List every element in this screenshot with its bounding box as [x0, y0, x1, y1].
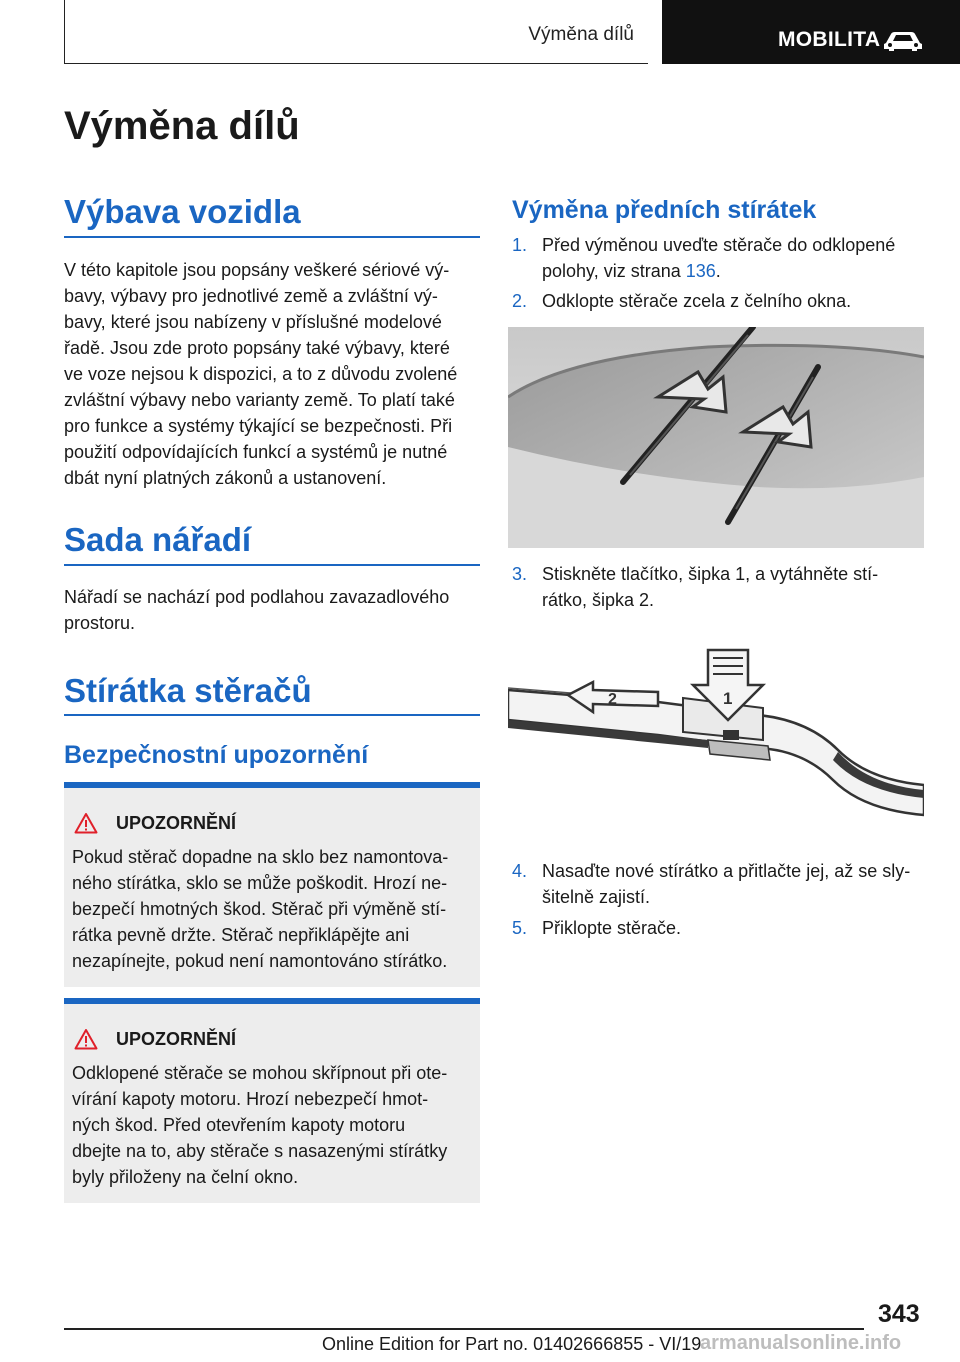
warning-header [74, 1028, 236, 1050]
arrow-1-label: 1 [723, 689, 733, 708]
step-number: 1. [512, 235, 528, 255]
step-item [512, 561, 928, 613]
step-text-cont [542, 258, 928, 284]
step-number: 2. [512, 291, 528, 311]
warning-box [64, 998, 480, 1203]
header-section-title: Výměna dílů [528, 24, 634, 45]
windshield-wipers-figure [508, 327, 924, 548]
wiper-blades-rule [64, 714, 480, 716]
equipment-heading: Výbava vozidla [64, 193, 301, 230]
text-line: Odklopené stěrače se mohou skřípnout při ote‐ [72, 1063, 448, 1083]
equipment-rule [64, 236, 480, 238]
step-number: 5. [512, 918, 528, 938]
step-item [512, 858, 928, 910]
step-text-part: . [715, 261, 721, 281]
arrow-2-label: 2 [608, 691, 617, 708]
step-item [512, 915, 928, 941]
text-line: ve voze nejsou k dispozici, a to z důvodu zvolené [64, 364, 458, 384]
text-line: řadě. Jsou zde proto popsány také výbavy, které [64, 338, 450, 358]
text-line: rátka pevně držte. Stěrač nepřiklápějte ani [72, 925, 410, 945]
step-number: 3. [512, 564, 528, 584]
warning-triangle-icon [74, 812, 98, 834]
step-text-part: polohy, viz strana [542, 261, 686, 281]
warning-box [64, 782, 480, 987]
car-icon [882, 29, 924, 53]
step-number: 4. [512, 861, 528, 881]
footer-watermark: armanualsonline.info [700, 1332, 902, 1354]
warning-text [72, 844, 472, 974]
warning-header [74, 812, 236, 834]
step-item [512, 232, 928, 284]
equipment-paragraph [64, 257, 480, 491]
text-line: zvláštní výbavy nebo varianty země. To platí také [64, 390, 455, 410]
text-line: Nářadí se nachází pod podlahou zavazadlového [64, 587, 450, 607]
text-line: bavy, které jsou nabízeny v příslušné modelové [64, 312, 442, 332]
footer-rule [64, 1328, 864, 1330]
wiper-blade-removal-figure [508, 640, 924, 845]
wiper-blades-heading: Stírátka stěračů [64, 672, 312, 709]
text-line: ného stírátka, sklo se může poškodit. Hrozí ne‐ [72, 873, 448, 893]
text-line: vírání kapoty motoru. Hrozí nebezpečí hmot‐ [72, 1089, 429, 1109]
footer-edition: Online Edition for Part no. 01402666855 - VI/19 [322, 1334, 702, 1354]
text-line: pro funkce a systémy týkající se bezpečnosti. Při [64, 416, 453, 436]
step-text-cont: šitelně zajistí. [542, 887, 651, 907]
step-text: Stiskněte tlačítko, šipka 1, a vytáhněte stí‐ [542, 564, 879, 584]
step-item [512, 288, 928, 314]
page-link[interactable]: 136 [685, 261, 716, 281]
header-chapter-label: MOBILITA [778, 28, 881, 51]
text-line: V této kapitole jsou popsány veškeré sériové vý‐ [64, 260, 450, 280]
text-line: použití odpovídajících funkcí a systémů je nutné [64, 442, 448, 462]
step-text: Před výměnou uveďte stěrače do odklopené [542, 235, 896, 255]
safety-heading: Bezpečnostní upozornění [64, 741, 369, 769]
step-text: Odklopte stěrače zcela z čelního okna. [542, 291, 852, 311]
text-line: ných škod. Před otevřením kapoty motoru [72, 1115, 406, 1135]
text-line: dbejte na to, aby stěrače s nasazenými stírátky [72, 1141, 448, 1161]
text-line: dbát nyní platných zákonů a ustanovení. [64, 468, 387, 488]
warning-triangle-icon [74, 1028, 98, 1050]
text-line: Pokud stěrač dopadne na sklo bez namontova‐ [72, 847, 449, 867]
step-text: Přiklopte stěrače. [542, 918, 682, 938]
text-line: prostoru. [64, 613, 136, 633]
front-wipers-heading: Výměna předních stírátek [512, 196, 817, 224]
warning-text [72, 1060, 472, 1190]
text-line: byly přiloženy na čelní okno. [72, 1167, 299, 1187]
warning-label: UPOZORNĚNÍ [116, 812, 237, 833]
step-text-cont: rátko, šipka 2. [542, 590, 655, 610]
warning-label: UPOZORNĚNÍ [116, 1028, 237, 1049]
toolkit-heading: Sada nářadí [64, 521, 252, 558]
text-line: nezapínejte, pokud není namontováno stírátko. [72, 951, 448, 971]
toolkit-paragraph [64, 584, 480, 636]
page-title: Výměna dílů [64, 104, 300, 148]
step-text: Nasaďte nové stírátko a přitlačte jej, až se sly‐ [542, 861, 911, 881]
text-line: bavy, výbavy pro jednotlivé země a zvláštní vý‐ [64, 286, 438, 306]
text-line: bezpečí hmotných škod. Stěrač při výměně stí‐ [72, 899, 447, 919]
toolkit-rule [64, 564, 480, 566]
page-number: 343 [878, 1300, 920, 1328]
